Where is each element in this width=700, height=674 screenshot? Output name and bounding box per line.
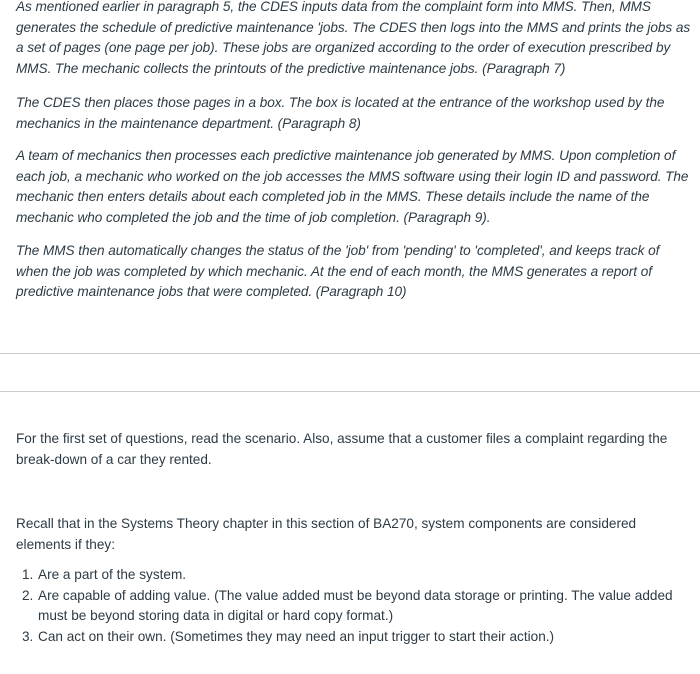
criteria-text: Can act on their own. (Sometimes they may need an input trigger to start their action.) [38,628,555,644]
criteria-item [22,565,682,586]
section-divider-top [0,353,700,354]
elements-recall-text: Recall that in the Systems Theory chapter in this section of BA270, system components are considered elements if they: [16,516,637,552]
element-criteria-list [22,565,682,647]
criteria-number: 3. [22,628,34,644]
section-divider-bottom [0,391,700,392]
criteria-number: 1. [22,567,34,582]
scenario-paragraph-7: As mentioned earlier in paragraph 5, the CDES inputs data from the complaint form into MMS. Then, MMS generates the schedule of predictive maintenance 'jobs. The CDES then logs into the MMS and prints the jobs as a set of pages (one page per job). These jobs are organized according to the order of execution prescribed by MMS. The mechanic collects the printouts of the predictive maintenance jobs. (Paragraph 7) [16,0,691,76]
scenario-paragraph-9: A team of mechanics then processes each predictive maintenance job generated by MMS. Upon completion of each job, a mechanic who worked on the job accesses the MMS software using their login ID and password. The mechanic then enters details about each completed job in the MMS. These details include the name of the mechanic who completed the job and the time of job completion. (Paragraph 9). [16,148,689,225]
criteria-item [22,586,682,627]
criteria-number: 2. [22,587,34,603]
question-intro: For the first set of questions, read the scenario. Also, assume that a customer files a complaint regarding the break-down of a car they rented. [16,431,668,467]
scenario-paragraph-8: The CDES then places those pages in a box. The box is located at the entrance of the workshop used by the mechanics in the maintenance department. (Paragraph 8) [16,95,665,131]
criteria-item [22,627,682,648]
criteria-text: Are a part of the system. [38,567,187,582]
scenario-paragraph-10: The MMS then automatically changes the status of the 'job' from 'pending' to 'completed', and keeps track of when the job was completed by which mechanic. At the end of each month, the MMS generates a report of predictive maintenance jobs that were completed. (Paragraph 10) [16,243,660,300]
criteria-text: Are capable of adding value. (The value added must be beyond data storage or printing. The value added must be beyond storing data in digital or hard copy format.) [38,587,673,623]
